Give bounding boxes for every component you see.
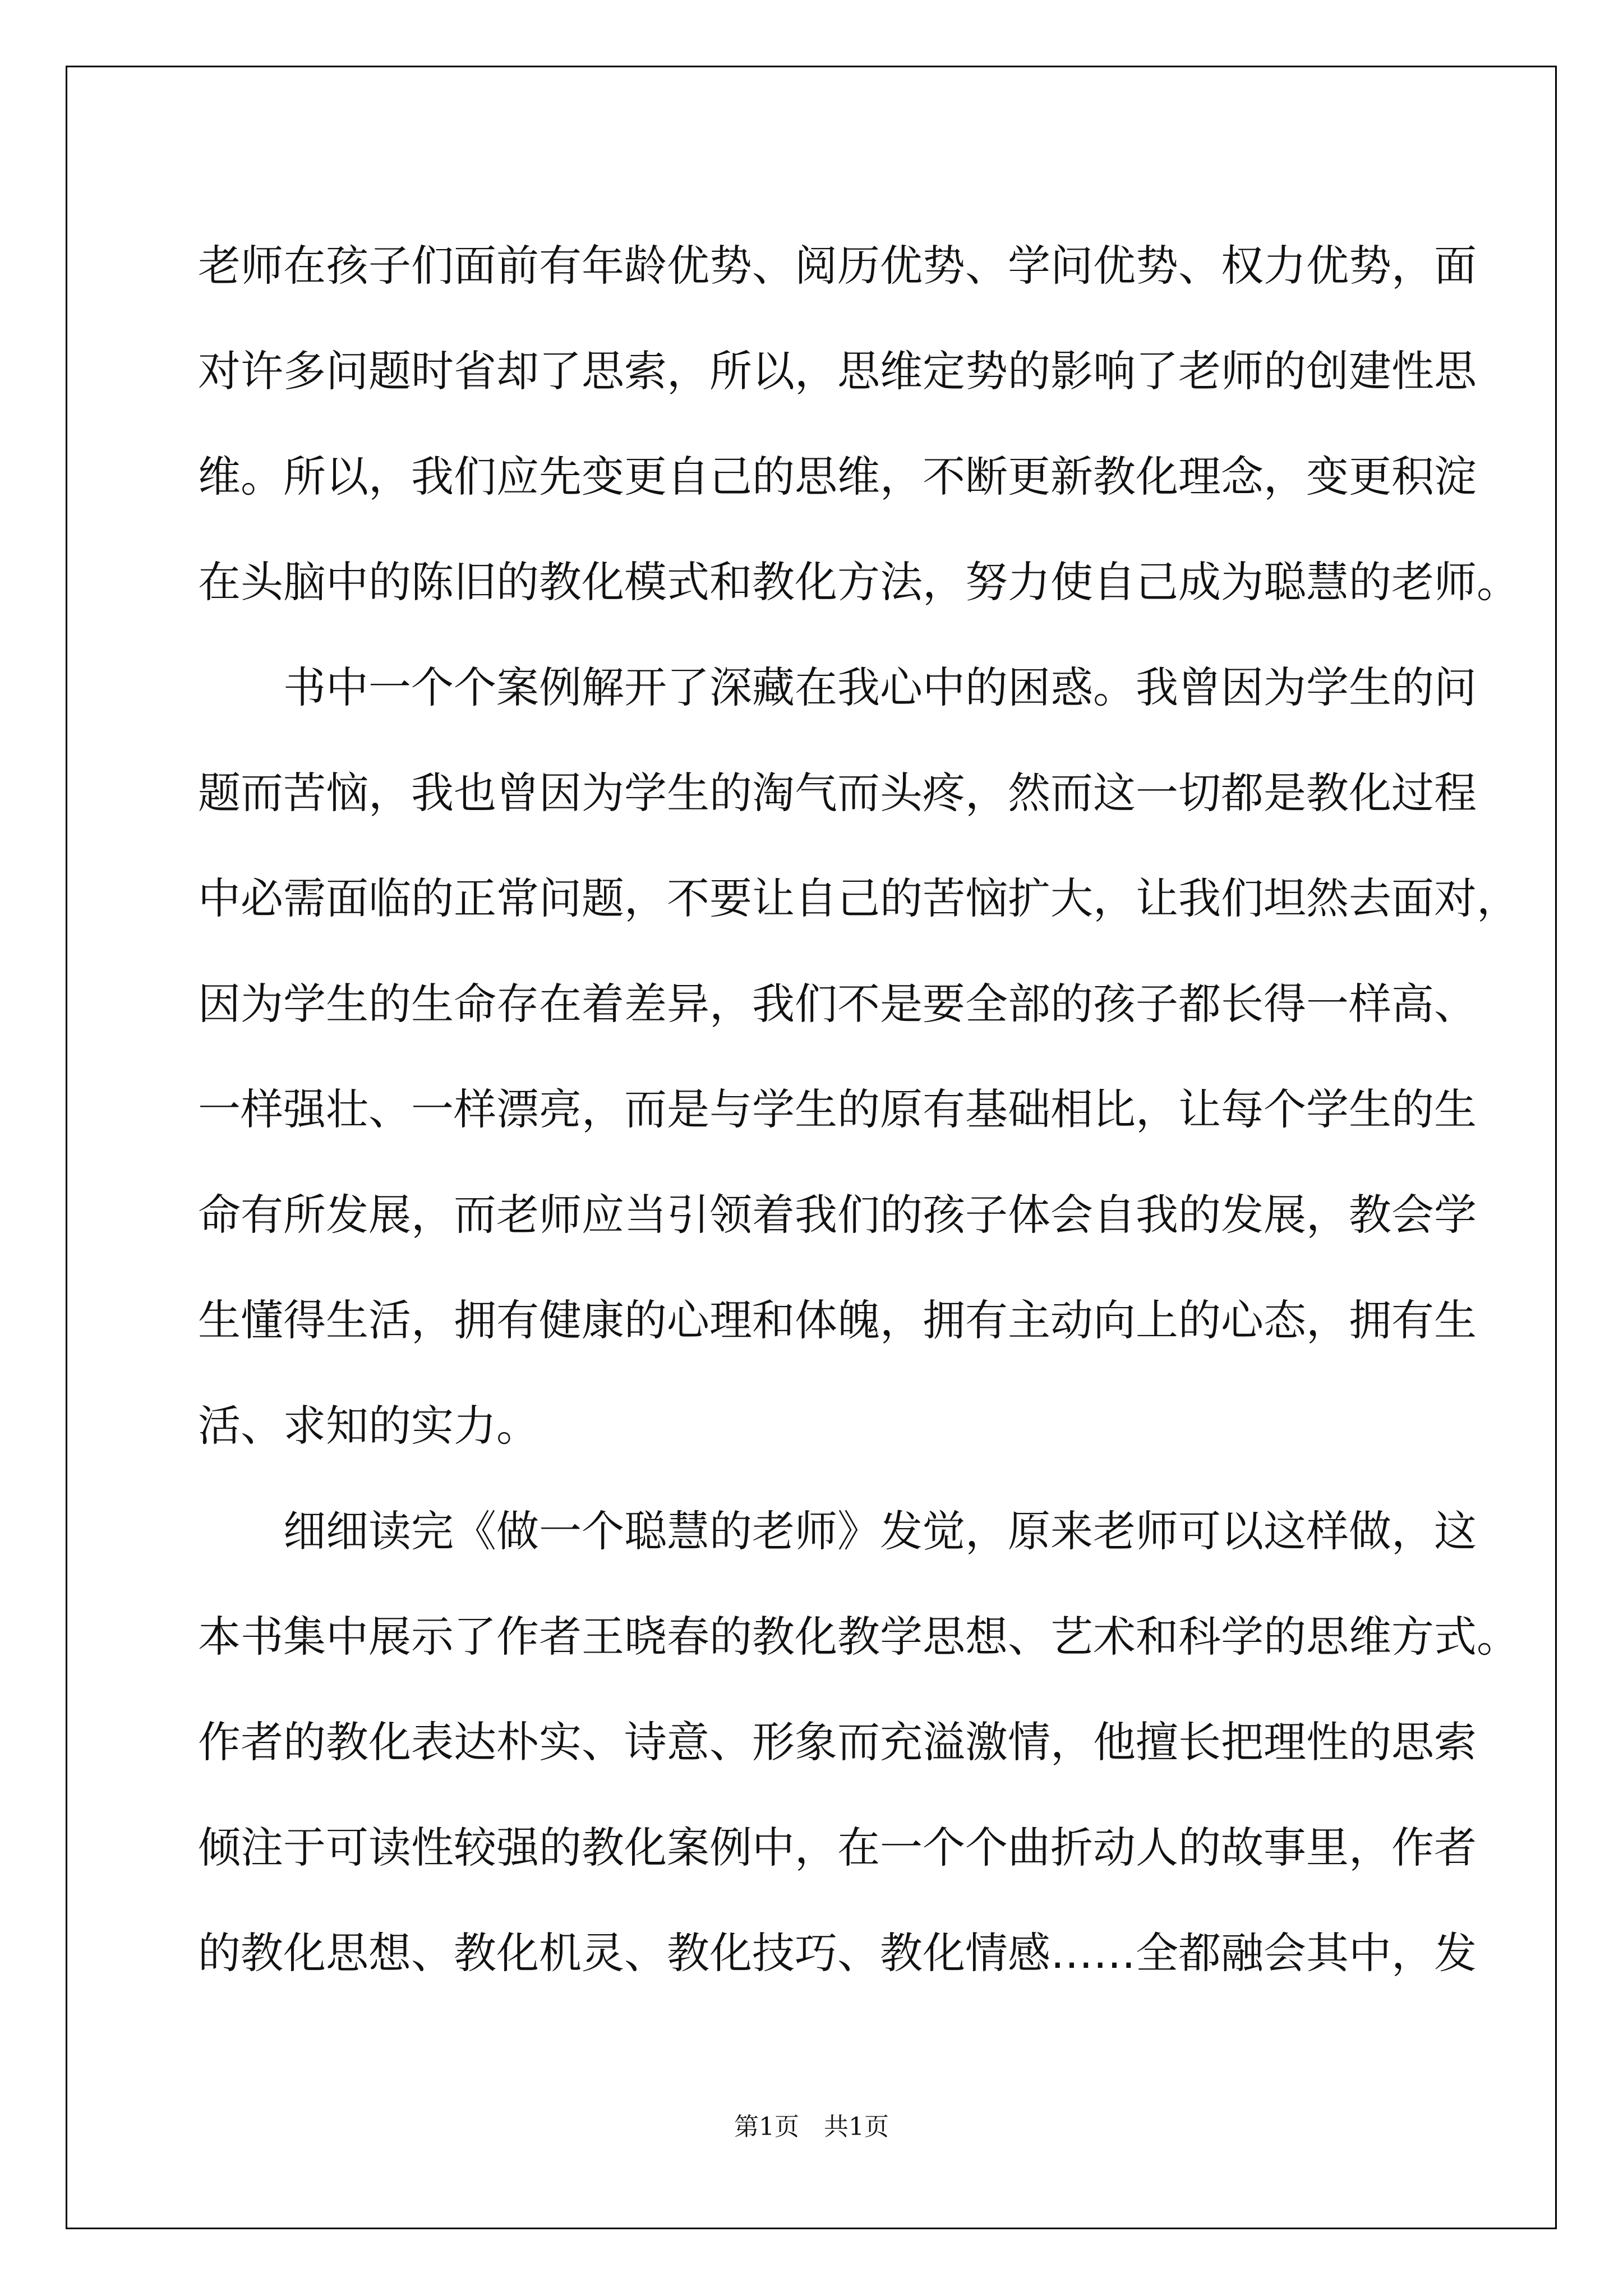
page-number-footer: 第1页 共1页 [734, 2113, 889, 2141]
text-line: 生懂得生活，拥有健康的心理和体魄，拥有主动向上的心态，拥有生 [198, 1295, 1477, 1345]
text-line: 本书集中展示了作者王晓春的教化教学思想、艺术和科学的思维方式。 [198, 1612, 1519, 1662]
text-line: 一样强壮、一样漂亮，而是与学生的原有基础相比，让每个学生的生 [198, 1084, 1477, 1134]
text-line: 对许多问题时省却了思索，所以，思维定势的影响了老师的创建性思 [198, 346, 1477, 396]
text-line: 作者的教化表达朴实、诗意、形象而充溢激情，他擅长把理性的思索 [198, 1717, 1477, 1767]
paragraph-3 [198, 1479, 1519, 2006]
text-line: 命有所发展，而老师应当引领着我们的孩子体会自我的发展，教会学 [198, 1190, 1477, 1240]
paragraph-1 [198, 213, 1519, 635]
paragraph-2 [198, 635, 1519, 1479]
text-line: 在头脑中的陈旧的教化模式和教化方法，努力使自己成为聪慧的老师。 [198, 557, 1519, 607]
text-line: 活、求知的实力。 [198, 1401, 539, 1451]
text-line: 的教化思想、教化机灵、教化技巧、教化情感……全都融会其中，发 [198, 1928, 1477, 1978]
text-line: 老师在孩子们面前有年龄优势、阅历优势、学问优势、权力优势，面 [198, 241, 1477, 291]
text-line: 维。所以，我们应先变更自己的思维，不断更新教化理念，变更积淀 [198, 452, 1477, 501]
document-body [198, 213, 1519, 2006]
text-line: 因为学生的生命存在着差异，我们不是要全部的孩子都长得一样高、 [198, 979, 1477, 1029]
text-line: 倾注于可读性较强的教化案例中，在一个个曲折动人的故事里，作者 [198, 1823, 1477, 1872]
text-line: 书中一个个案例解开了深藏在我心中的困惑。我曾因为学生的问 [283, 662, 1477, 712]
text-line: 中必需面临的正常问题，不要让自己的苦恼扩大，让我们坦然去面对， [198, 873, 1519, 923]
text-line: 细细读完《做一个聪慧的老师》发觉，原来老师可以这样做，这 [283, 1506, 1477, 1556]
text-line: 题而苦恼，我也曾因为学生的淘气而头疼，然而这一切都是教化过程 [198, 768, 1477, 818]
